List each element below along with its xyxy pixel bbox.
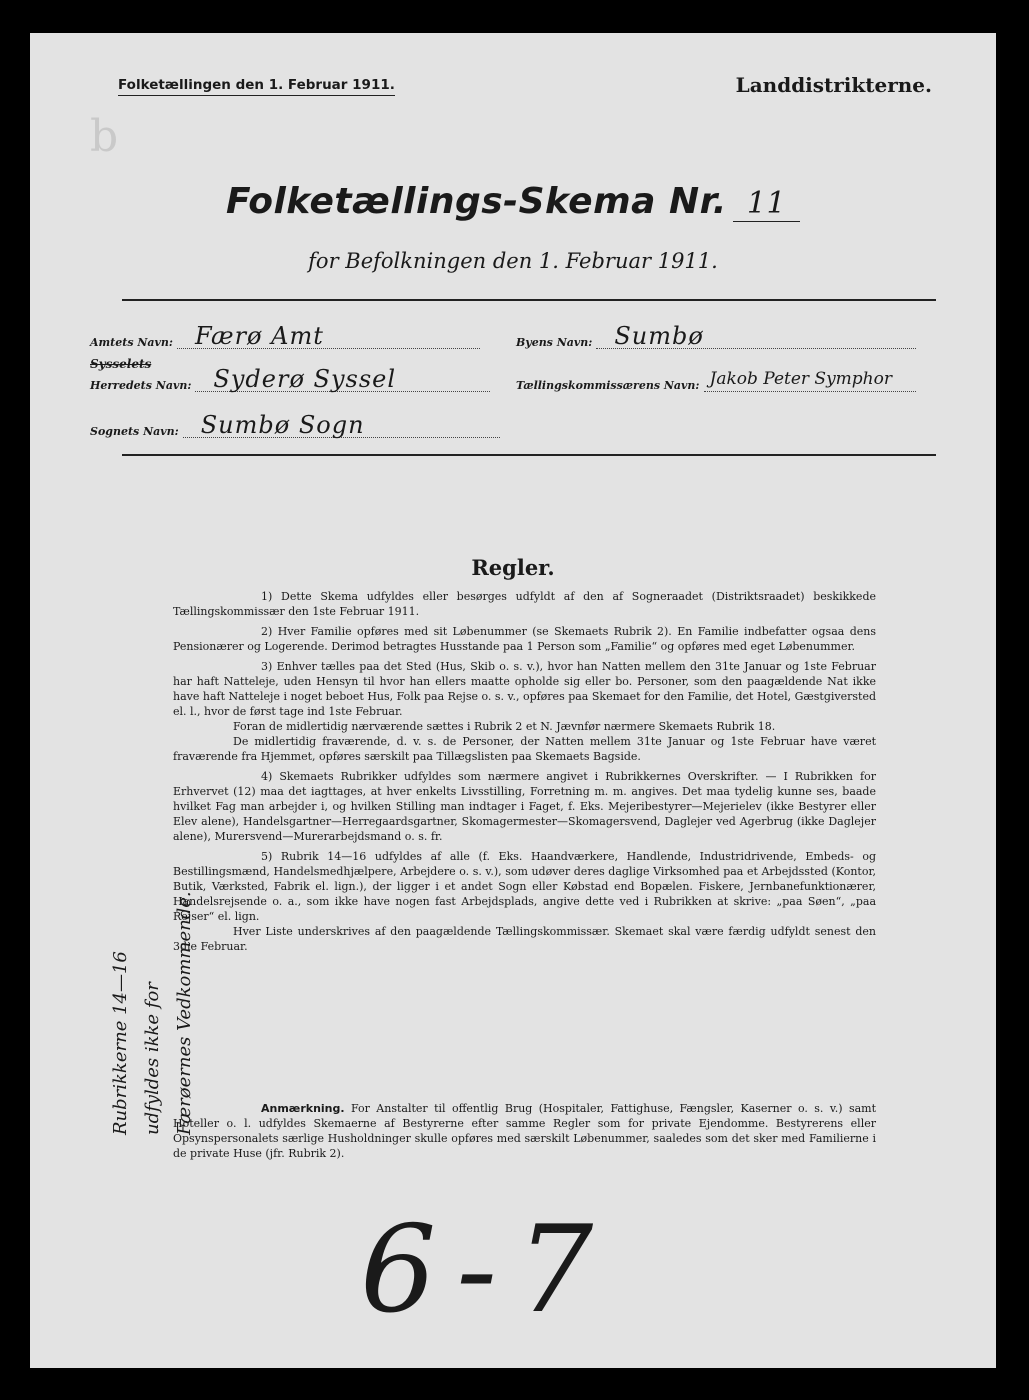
rule-4: 4) Skemaets Rubrikker udfyldes som nærmere angivet i Rubrikkernes Overskrifter. — I Rubrikken for Erhvervet (12) maa det iagttages, at hver enkelts Livsstilling, Forretning m. m. angives. Det maa tydelig kunne ses, baade hvilket Fag man arbejder i, og hvilken Stilling man indtager i Faget, f. Eks. Mejeribestyrer—Mejerielev (ikke Bestyrer eller Elev alene), Handelsgartner—Herregaardsgartner, Skomagermester—Skomagersvend, Daglejer ved Agerbrug (ikke Daglejer alene), Murersvend—Murerarbejdsmand o. s. fr.: [173, 770, 876, 843]
margin-note-line-2: udfyldes ikke for: [142, 982, 163, 1135]
field-sogn-label: Sognets Navn:: [90, 425, 179, 438]
form-title: [30, 181, 996, 222]
rule-3c: De midlertidig fraværende, d. v. s. de Personer, der Natten mellem 31te Januar og 1ste Februar have været fraværende fra Hjemmet, opføres særskilt paa Tillægslisten paa Skemaets Bagside.: [173, 735, 876, 763]
field-by-value: Sumbø: [596, 324, 916, 349]
field-herred-label: Herredets Navn:: [90, 379, 192, 392]
header-district-type: Landdistrikterne.: [735, 73, 932, 97]
margin-note-line-1: Rubrikkerne 14—16: [110, 951, 131, 1135]
field-sogn-value: Sumbø Sogn: [183, 413, 500, 438]
form-title-text: Folketællings-Skema Nr.: [225, 181, 727, 222]
rule-5: 5) Rubrik 14—16 udfyldes af alle (f. Eks. Haandværkere, Handlende, Industridrivende, Embeds- og Bestillingsmænd, Handelsmedhjælpere, Arbejdere o. s. v.), som udøver deres daglige Virksomhed paa et Arbejdssted (Kontor, Butik, Værksted, Fabrik el. lign.), der ligger i et andet Sogn eller Købstad end Bopælen. Fiskere, Jernbanefunktionærer, Handelsrejsende o. a., som ikke have nogen fast Arbejdsplads, angive dette ved i Rubrikken at skrive: „paa Søen“, „paa Rejser“ el. lign.: [173, 850, 876, 923]
margin-note: [105, 891, 201, 1135]
rules-heading: Regler.: [471, 555, 555, 580]
field-by: [516, 324, 916, 349]
form-number: 11: [733, 186, 800, 222]
annotation-label: Anmærkning.: [261, 1102, 345, 1115]
rule-3: 3) Enhver tælles paa det Sted (Hus, Skib o. s. v.), hvor han Natten mellem den 31te Januar og 1ste Februar har haft Natteleje, uden Hensyn til hvor han ellers maatte opholde sig eller bo. Personer, som den paagældende Nat ikke have haft Natteleje i noget beboet Hus, Folk paa Rejse o. s. v., opføres paa Skemaet for den Familie, det Hotel, Gæstgiversted el. l., hvor de først tage ind 1ste Februar.: [173, 660, 876, 718]
corner-mark: b: [90, 111, 119, 162]
handwritten-page-number: 6-7: [360, 1201, 614, 1340]
field-sogn: [90, 413, 500, 438]
field-kommissaer-label: Tællingskommissærens Navn:: [516, 379, 700, 392]
field-kommissaer-value: Jakob Peter Symphor: [704, 367, 917, 392]
census-form-sheet: [30, 33, 996, 1368]
annotation-text: For Anstalter til offentlig Brug (Hospitaler, Fattighuse, Fængsler, Kaserner o. s. v.) samt Hoteller o. l. udfyldes Skemaerne af Bestyrerne efter samme Regler som for private Ejendomme. Bestyrerens eller Opsynspersonalets særlige Husholdninger skulle opføres med særskilt Løbenummer, saaledes som det sker med Familierne i de private Huse (jfr. Rubrik 2).: [173, 1102, 877, 1160]
header-census-date: Folketællingen den 1. Februar 1911.: [118, 77, 395, 96]
rules-body: [173, 589, 876, 959]
divider-bottom: [122, 454, 936, 456]
divider-top: [122, 299, 936, 301]
rule-3b: Foran de midlertidig nærværende sættes i Rubrik 2 et N. Jævnfør nærmere Skemaets Rubrik 18.: [233, 720, 776, 733]
field-by-label: Byens Navn:: [516, 336, 593, 349]
field-herred: [90, 367, 490, 392]
field-kommissaer: [516, 367, 916, 392]
field-herred-value: Syderø Syssel: [195, 367, 490, 392]
rule-1: 1) Dette Skema udfyldes eller besørges udfyldt af den af Sogneraadet (Distriktsraadet) beskikkede Tællingskommissær den 1ste Februar 1911.: [173, 590, 876, 618]
field-amt-value: Færø Amt: [177, 324, 480, 349]
rule-5b: Hver Liste underskrives af den paagældende Tællingskommissær. Skemaet skal være færdig udfyldt senest den 3die Februar.: [173, 925, 876, 953]
margin-note-line-3: Færøernes Vedkommende.: [174, 891, 195, 1135]
rule-2: 2) Hver Familie opføres med sit Løbenummer (se Skemaets Rubrik 2). En Familie indbefatter ogsaa dens Pensionærer og Logerende. Derimod betragtes Husstande paa 1 Person som „Familie“ og opføres med eget Løbenummer.: [173, 625, 876, 653]
field-amt: [90, 324, 480, 349]
form-subtitle: for Befolkningen den 1. Februar 1911.: [308, 249, 718, 273]
field-sysselets-label: Sysselets: [90, 357, 152, 371]
field-amt-label: Amtets Navn:: [90, 336, 173, 349]
annotation-note: [173, 1101, 876, 1161]
